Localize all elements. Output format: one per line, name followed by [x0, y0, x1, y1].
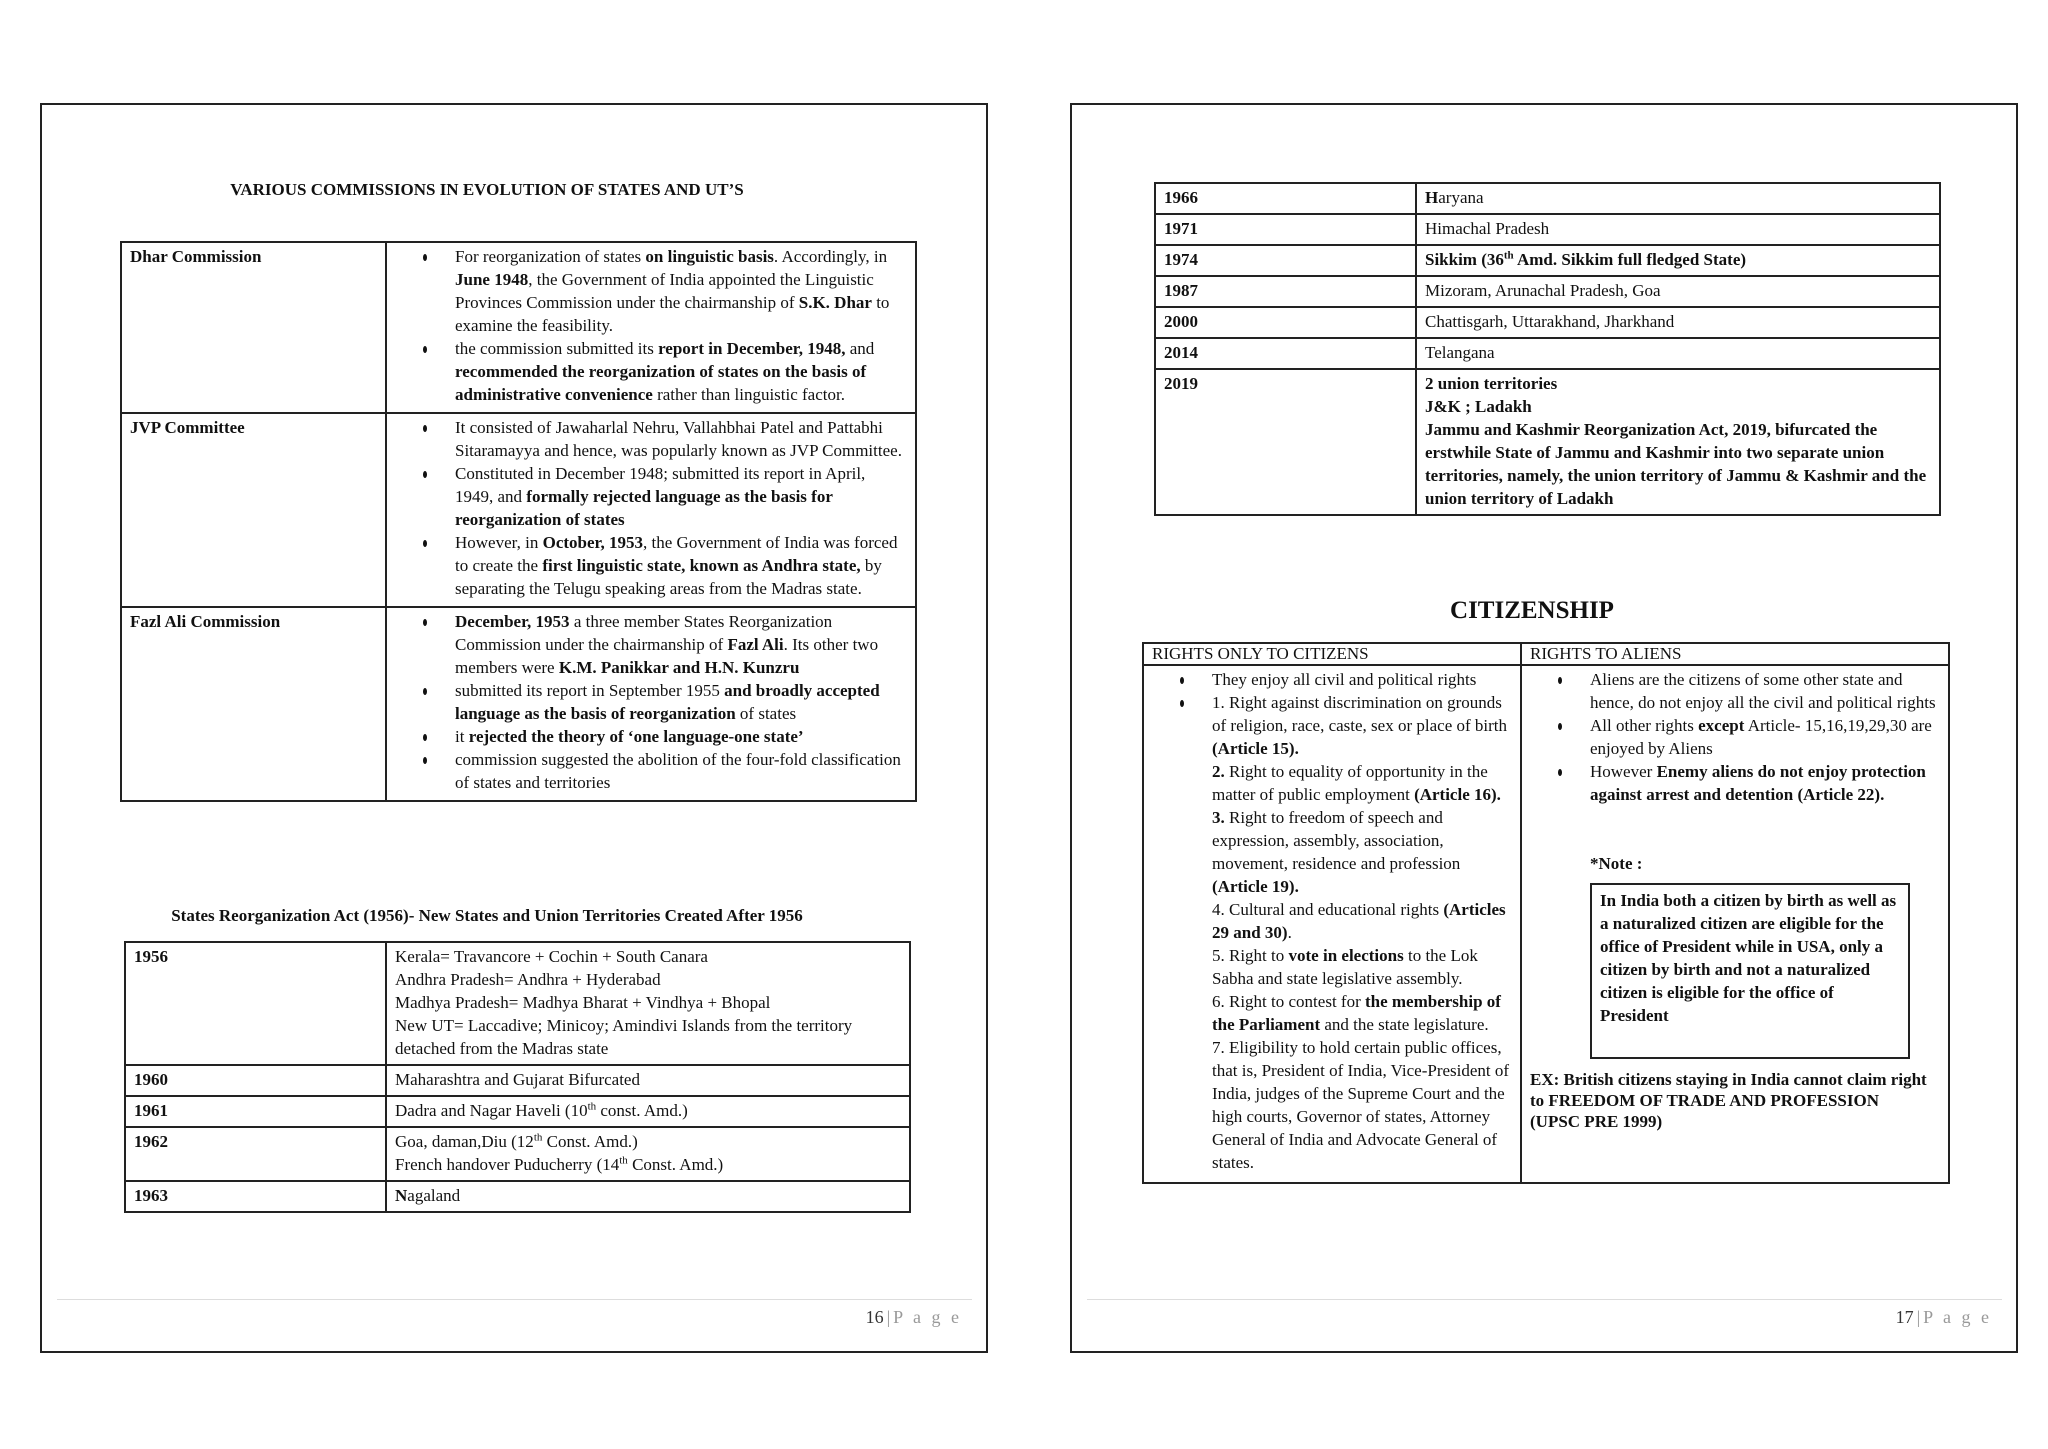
note-box: [1590, 883, 1910, 1059]
bullet-point: [455, 462, 907, 531]
text-run: recommended the reorganization of states on the basis of administrative convenience: [455, 362, 867, 404]
commission-details: [386, 242, 916, 413]
page-label: P a g e: [1923, 1307, 1992, 1327]
state-row: [125, 942, 910, 1065]
footer-separator: |: [886, 1307, 891, 1327]
text-run: (Articles 29 and 30): [1212, 900, 1506, 942]
state-row: [1155, 338, 1940, 369]
note-text: In India both a citizen by birth as well as a naturalized citizen are eligible for the office of President while in USA, only a citizen by birth and not a naturalized citizen is eligible for the office of President: [1600, 891, 1897, 1025]
note-label: *Note :: [1590, 854, 1643, 873]
citizenship-title: CITIZENSHIP: [1450, 597, 1614, 624]
commission-details: [386, 413, 916, 607]
detail-line: [395, 1068, 901, 1091]
states-table-2: [1154, 182, 1941, 516]
text-run: 5. Right to: [1212, 946, 1289, 965]
text-run: Telangana: [1425, 343, 1495, 362]
state-details: [386, 1096, 910, 1127]
text-run: Right to equality of opportunity in the matter of public employment: [1212, 762, 1488, 804]
detail-line: [1425, 341, 1931, 364]
text-run: , the Government of India was forced to create the: [455, 533, 898, 575]
page-number: 17: [1895, 1307, 1914, 1327]
text-run: to the Lok Sabha and state legislative assembly.: [1212, 946, 1478, 988]
text-run: Amd. Sikkim full fledged State): [1513, 250, 1747, 269]
right-item: [1212, 1036, 1512, 1174]
commission-row: [121, 607, 916, 801]
text-run: French handover Puducherry (14: [395, 1155, 620, 1174]
state-details: [386, 1127, 910, 1181]
state-year: 1960: [125, 1065, 386, 1096]
bullet-point: [1212, 691, 1512, 760]
text-run: th: [533, 1131, 543, 1144]
page-label: P a g e: [893, 1307, 962, 1327]
text-run: . Accordingly, in: [773, 247, 888, 266]
state-details: [1416, 338, 1940, 369]
state-year: 1966: [1155, 183, 1416, 214]
right-item: [1212, 760, 1512, 806]
text-run: th: [587, 1100, 597, 1113]
state-row: [125, 1096, 910, 1127]
text-run: 4. Cultural and educational rights: [1212, 900, 1444, 919]
text-run: Const. Amd.): [627, 1155, 724, 1174]
state-row: [125, 1127, 910, 1181]
bullet-point: [455, 245, 907, 337]
detail-line: [395, 1153, 901, 1176]
text-run: J&K ; Ladakh: [1425, 397, 1532, 416]
state-year: 1963: [125, 1181, 386, 1212]
text-run: the commission submitted its: [455, 339, 659, 358]
bullet-point: [455, 679, 907, 725]
bullet-point: [455, 725, 907, 748]
commission-row: [121, 413, 916, 607]
state-details: [1416, 276, 1940, 307]
state-year: 2014: [1155, 338, 1416, 369]
page-footer: [866, 1307, 962, 1328]
text-run: New UT= Laccadive; Minicoy; Amindivi Islands from the territory detached from the Madras state: [395, 1016, 853, 1058]
text-run: October, 1953: [542, 533, 644, 552]
text-run: , the Government of India appointed the Linguistic Provinces Commission under the chairmanship of: [455, 270, 874, 312]
text-run: (Article 16).: [1414, 785, 1501, 804]
bullet-point: [1590, 668, 1940, 714]
state-year: 1962: [125, 1127, 386, 1181]
text-run: Const. Amd.): [542, 1132, 638, 1151]
text-run: Mizoram, Arunachal Pradesh, Goa: [1425, 281, 1661, 300]
citizenship-table: [1142, 642, 1950, 1184]
text-run: K.M. Panikkar and H.N. Kunzru: [558, 658, 800, 677]
detail-line: [1425, 418, 1931, 510]
state-row: [1155, 214, 1940, 245]
detail-line: [395, 945, 901, 968]
col-header-aliens: RIGHTS TO ALIENS: [1521, 643, 1949, 665]
text-run: vote in elections: [1288, 946, 1404, 965]
commission-row: [121, 242, 916, 413]
right-item: [1212, 944, 1512, 990]
text-run: agaland: [407, 1186, 461, 1205]
text-run: on linguistic basis: [645, 247, 774, 266]
text-run: aryana: [1438, 188, 1484, 207]
commissions-title: VARIOUS COMMISSIONS IN EVOLUTION OF STATES AND UT’S: [230, 180, 744, 199]
commission-details: [386, 607, 916, 801]
text-run: and: [845, 339, 875, 358]
footer-rule: [57, 1299, 972, 1300]
right-item: [1212, 806, 1512, 898]
text-run: 3.: [1212, 808, 1225, 827]
commission-name: Fazl Ali Commission: [121, 607, 386, 801]
text-run: except: [1698, 716, 1745, 735]
state-year: 1971: [1155, 214, 1416, 245]
text-run: Himachal Pradesh: [1425, 219, 1550, 238]
text-run: by separating the Telugu speaking areas from the Madras state.: [455, 556, 882, 598]
bullet-point: [455, 610, 907, 679]
bullet-point: [1590, 714, 1940, 760]
text-run: and broadly accepted language as the basis of reorganization: [455, 681, 880, 723]
text-run: of states: [735, 704, 797, 723]
text-run: Jammu and Kashmir Reorganization Act, 2019, bifurcated the erstwhile State of Jammu and Kashmir into two separate union territories, namely, the union territory of Jammu & Kashmir and the union territory of Ladakh: [1425, 420, 1927, 508]
text-run: H: [1425, 188, 1439, 207]
state-row: [125, 1181, 910, 1212]
text-run: submitted its report in September 1955: [455, 681, 725, 700]
page-number: 16: [865, 1307, 884, 1327]
text-run: Enemy aliens do not enjoy protection against arrest and detention (Article 22).: [1590, 762, 1926, 804]
text-run: All other rights: [1590, 716, 1699, 735]
bullet-point: [455, 337, 907, 406]
footer-rule: [1087, 1299, 2002, 1300]
detail-line: [1425, 310, 1931, 333]
detail-line: [1425, 217, 1931, 240]
text-run: Right to freedom of speech and expression, assembly, association, movement, residence and profession: [1212, 808, 1461, 873]
text-run: Chattisgarh, Uttarakhand, Jharkhand: [1425, 312, 1675, 331]
state-year: 2000: [1155, 307, 1416, 338]
state-details: [1416, 369, 1940, 515]
state-year: 1961: [125, 1096, 386, 1127]
state-details: [386, 1065, 910, 1096]
detail-line: [1425, 279, 1931, 302]
detail-line: [1425, 372, 1931, 395]
state-details: [1416, 183, 1940, 214]
commission-name: Dhar Commission: [121, 242, 386, 413]
detail-line: [1425, 395, 1931, 418]
text-run: Constituted in December 1948; submitted its report in April, 1949, and: [455, 464, 866, 506]
text-run: Sikkim (36: [1425, 250, 1504, 269]
citizens-cell: [1143, 665, 1521, 1183]
text-run: December, 1953: [455, 612, 570, 631]
text-run: They enjoy all civil and political rights: [1212, 670, 1477, 689]
text-run: However, in: [455, 533, 543, 552]
text-run: const. Amd.): [596, 1101, 688, 1120]
bullet-point: [455, 748, 907, 794]
page-16: [40, 103, 988, 1353]
bullet-point: [1212, 668, 1512, 691]
state-details: [1416, 307, 1940, 338]
state-details: [386, 942, 910, 1065]
text-run: report in December, 1948,: [658, 339, 846, 358]
text-run: 6. Right to contest for: [1212, 992, 1365, 1011]
state-year: 2019: [1155, 369, 1416, 515]
text-run: (Article 15).: [1212, 739, 1299, 758]
state-row: [125, 1065, 910, 1096]
text-run: the membership of the Parliament: [1212, 992, 1501, 1034]
state-row: [1155, 369, 1940, 515]
bullet-point: [455, 416, 907, 462]
state-row: [1155, 276, 1940, 307]
text-run: Fazl Ali: [727, 635, 784, 654]
state-year: 1956: [125, 942, 386, 1065]
text-run: rejected the theory of ‘one language-one state’: [468, 727, 804, 746]
detail-line: [395, 968, 901, 991]
bullet-point: [455, 531, 907, 600]
state-details: [1416, 214, 1940, 245]
col-header-citizens: RIGHTS ONLY TO CITIZENS: [1143, 643, 1521, 665]
commission-name: JVP Committee: [121, 413, 386, 607]
state-details: [1416, 245, 1940, 276]
text-run: Dadra and Nagar Haveli (10: [395, 1101, 588, 1120]
aliens-cell: [1521, 665, 1949, 1183]
text-run: S.K. Dhar: [798, 293, 872, 312]
detail-line: [395, 991, 901, 1014]
detail-line: [1425, 248, 1931, 271]
text-run: it: [455, 727, 469, 746]
state-year: 1974: [1155, 245, 1416, 276]
text-run: Goa, daman,Diu (12: [395, 1132, 534, 1151]
detail-line: [395, 1014, 901, 1060]
text-run: 2.: [1212, 762, 1225, 781]
example-text: EX: British citizens staying in India cannot claim right to FREEDOM OF TRADE AND PROFESSION: [1530, 1070, 1927, 1110]
text-run: Andhra Pradesh= Andhra + Hyderabad: [395, 970, 661, 989]
detail-line: [395, 1130, 901, 1153]
text-run: Aliens are the citizens of some other state and hence, do not enjoy all the civil and political rights: [1590, 670, 1936, 712]
text-run: 7. Eligibility to hold certain public offices, that is, President of India, Vice-President of India, judges of the Supreme Court and the high courts, Governor of states, Attorney General of India and Advocate General of states.: [1212, 1038, 1510, 1172]
text-run: 1. Right against discrimination on grounds of religion, race, caste, sex or place of birth: [1212, 693, 1508, 735]
text-run: and the state legislature.: [1320, 1015, 1489, 1034]
states-table-1: [124, 941, 911, 1213]
text-run: first linguistic state, known as Andhra state,: [542, 556, 861, 575]
text-run: For reorganization of states: [455, 247, 646, 266]
text-run: It consisted of Jawaharlal Nehru, Vallahbhai Patel and Pattabhi Sitaramayya and hence, was popularly known as JVP Committee.: [455, 418, 902, 460]
example-source: (UPSC PRE 1999): [1530, 1112, 1663, 1131]
footer-separator: |: [1916, 1307, 1921, 1327]
state-year: 1987: [1155, 276, 1416, 307]
state-row: [1155, 245, 1940, 276]
text-run: . Its other two members were: [455, 635, 879, 677]
state-row: [1155, 183, 1940, 214]
page-footer: [1896, 1307, 1992, 1328]
text-run: commission suggested the abolition of the four-fold classification of states and territories: [455, 750, 901, 792]
commissions-table: [120, 241, 917, 802]
text-run: Maharashtra and Gujarat Bifurcated: [395, 1070, 640, 1089]
text-run: to examine the feasibility.: [455, 293, 890, 335]
text-run: N: [395, 1186, 408, 1205]
state-row: [1155, 307, 1940, 338]
detail-line: [395, 1184, 901, 1207]
bullet-point: [1590, 760, 1940, 806]
act-title: States Reorganization Act (1956)- New States and Union Territories Created After 1956: [171, 906, 803, 925]
text-run: (Article 19).: [1212, 877, 1299, 896]
text-run: .: [1287, 923, 1292, 942]
text-run: 2 union territories: [1425, 374, 1558, 393]
text-run: th: [619, 1154, 628, 1167]
detail-line: [395, 1099, 901, 1122]
text-run: Kerala= Travancore + Cochin + South Canara: [395, 947, 708, 966]
text-run: Madhya Pradesh= Madhya Bharat + Vindhya + Bhopal: [395, 993, 771, 1012]
text-run: Article- 15,16,19,29,30 are enjoyed by Aliens: [1590, 716, 1932, 758]
text-run: formally rejected language as the basis for reorganization of states: [455, 487, 833, 529]
text-run: However: [1590, 762, 1657, 781]
right-item: [1212, 990, 1512, 1036]
text-run: rather than linguistic factor.: [652, 385, 845, 404]
detail-line: [1425, 186, 1931, 209]
text-run: June 1948: [455, 270, 529, 289]
page-17: [1070, 103, 2018, 1353]
text-run: a three member States Reorganization Commission under the chairmanship of: [455, 612, 833, 654]
state-details: [386, 1181, 910, 1212]
text-run: th: [1503, 249, 1514, 262]
right-item: [1212, 898, 1512, 944]
